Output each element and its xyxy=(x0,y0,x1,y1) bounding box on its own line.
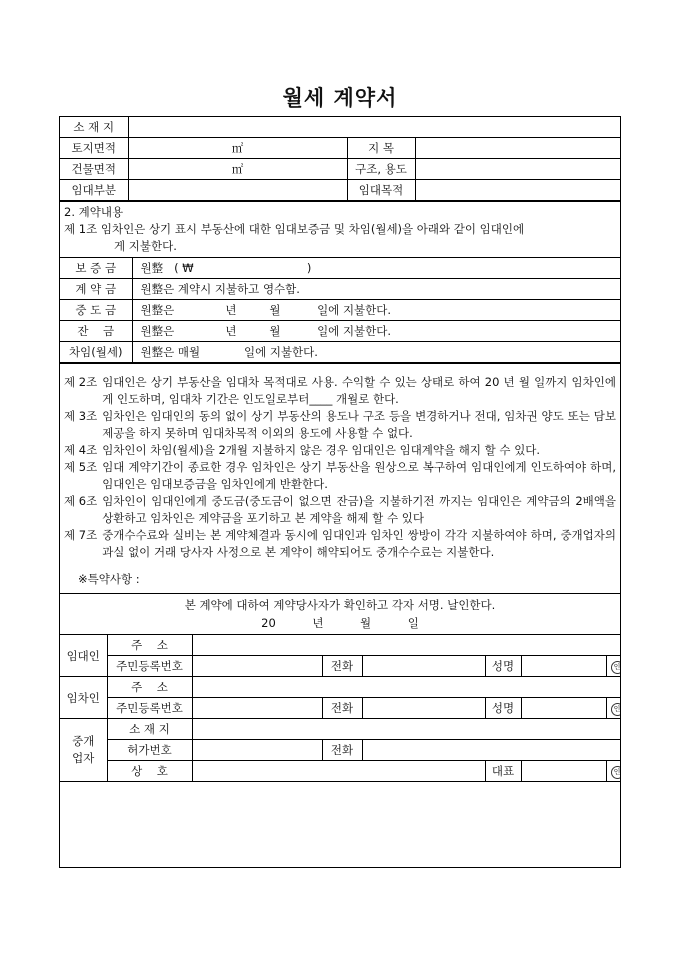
agent-rep-label: 대표 xyxy=(485,761,521,782)
land-row xyxy=(60,138,620,159)
tenant-id-label: 주민등록번호 xyxy=(107,698,192,719)
confirmation-block xyxy=(60,593,620,634)
tenant-label: 임차인 xyxy=(60,677,107,719)
tenant-id-field[interactable] xyxy=(192,698,322,719)
signature-table xyxy=(60,634,620,782)
article-text: 임대 계약기간이 종료한 경우 임차인은 상기 부동산을 원상으로 복구하여 임대인에게 인도하여야 하며, 임대인은 임대보증금을 임차인에게 반환한다. xyxy=(102,460,616,491)
article-3 xyxy=(64,408,616,442)
payment-label: 잔 금 xyxy=(60,321,132,342)
contract-date: 20 년 월 일 xyxy=(261,616,419,630)
agent-trade-name-label: 상 호 xyxy=(107,761,192,782)
payment-value[interactable]: 원整 ( ₩ ) xyxy=(132,258,620,279)
article-text: 중개수수료와 실비는 본 계약체결과 동시에 임대인과 임차인 쌍방이 각각 지불하여야 하며, 중개업자의 과실 없이 거래 당사자 사정으로 본 계약이 해약되어도 중개수수료는 지불한다. xyxy=(102,528,616,559)
article-number: 제 4조 xyxy=(64,443,98,457)
payment-row xyxy=(60,342,620,363)
landlord-seal[interactable] xyxy=(606,656,620,677)
landlord-phone-field[interactable] xyxy=(362,656,485,677)
payment-value[interactable]: 원整은 매월 일에 지불한다. xyxy=(132,342,620,363)
payment-value[interactable]: 원整은 계약시 지불하고 영수함. xyxy=(132,279,620,300)
article-text: 임차인은 임대인의 동의 없이 상기 부동산의 용도나 구조 등을 변경하거나 전대, 임차권 양도 또는 담보제공을 하지 못하며 임대차목적 이외의 용도에 사용할 수 없다. xyxy=(102,409,616,440)
tenant-phone-field[interactable] xyxy=(362,698,485,719)
article-4 xyxy=(64,442,616,459)
lease-purpose-value[interactable] xyxy=(415,180,620,201)
payment-row xyxy=(60,279,620,300)
tenant-phone-label: 전화 xyxy=(322,698,362,719)
payment-value[interactable]: 원整은 년 월 일에 지불한다. xyxy=(132,321,620,342)
lease-purpose-label: 임대목적 xyxy=(347,180,415,201)
payment-table xyxy=(60,257,620,363)
payment-label: 차임(월세) xyxy=(60,342,132,363)
special-terms: ※특약사항 : xyxy=(78,572,140,586)
agent-location-label: 소 재 지 xyxy=(107,719,192,740)
tenant-name-label: 성명 xyxy=(485,698,521,719)
article-number: 제 2조 xyxy=(64,375,98,389)
location-label: 소 재 지 xyxy=(60,117,128,138)
location-value[interactable] xyxy=(128,117,620,138)
payment-label: 보 증 금 xyxy=(60,258,132,279)
agent-license-label: 허가번호 xyxy=(107,740,192,761)
article-1-text: 임차인은 상기 표시 부동산에 대한 임대보증금 및 차임(월세)을 아래와 같이 임대인에 xyxy=(100,222,525,236)
land-area-unit: ㎡ xyxy=(231,141,244,155)
confirmation-text: 본 계약에 대하여 계약당사자가 확인하고 각자 서명. 날인한다. xyxy=(184,598,496,612)
lease-row xyxy=(60,180,620,201)
payment-row xyxy=(60,321,620,342)
lease-part-label: 임대부분 xyxy=(60,180,128,201)
payment-value[interactable]: 원整은 년 월 일에 지불한다. xyxy=(132,300,620,321)
location-row xyxy=(60,117,620,138)
article-text: 임대인은 상기 부동산을 임대차 목적대로 사용. 수익할 수 있는 상태로 하여 20 년 월 일까지 임차인에게 인도하며, 임대차 기간은 인도일로부터____ 개월로 한다. xyxy=(102,375,616,406)
landlord-phone-label: 전화 xyxy=(322,656,362,677)
landlord-name-field[interactable] xyxy=(521,656,606,677)
terms-section xyxy=(60,363,620,561)
article-number: 제 6조 xyxy=(64,494,98,508)
contract-frame xyxy=(59,116,621,868)
agent-location-field[interactable] xyxy=(192,719,620,740)
building-row xyxy=(60,159,620,180)
contract-heading: 2. 계약내용 xyxy=(64,205,124,219)
article-2 xyxy=(64,374,616,408)
agent-trade-name-field[interactable] xyxy=(192,761,485,782)
article-1-continued: 게 지불한다. xyxy=(114,239,177,253)
land-category-label: 지 목 xyxy=(347,138,415,159)
payment-row xyxy=(60,258,620,279)
payment-row xyxy=(60,300,620,321)
tenant-name-field[interactable] xyxy=(521,698,606,719)
payment-label: 계 약 금 xyxy=(60,279,132,300)
structure-label: 구조, 용도 xyxy=(347,159,415,180)
article-text: 임차인이 차임(월세)을 2개월 지불하지 않은 경우 임대인은 임대계약을 해지 할 수 있다. xyxy=(102,443,541,457)
structure-value[interactable] xyxy=(415,159,620,180)
landlord-id-label: 주민등록번호 xyxy=(107,656,192,677)
article-text: 임차인이 임대인에게 중도금(중도금이 없으면 잔금)을 지불하기전 까지는 임대인은 계약금의 2배액을 상환하고 임차인은 계약금을 포기하고 본 계약을 해제 할 수 있다 xyxy=(102,494,616,525)
building-area-value[interactable] xyxy=(128,159,347,180)
landlord-name-label: 성명 xyxy=(485,656,521,677)
agent-label: 중개 업자 xyxy=(60,719,107,782)
agent-phone-label: 전화 xyxy=(322,740,362,761)
article-number: 제 3조 xyxy=(64,409,98,423)
contract-content xyxy=(60,201,620,255)
article-1 xyxy=(64,221,616,238)
agent-seal[interactable] xyxy=(606,761,620,782)
agent-license-field[interactable] xyxy=(192,740,322,761)
tenant-address-field[interactable] xyxy=(192,677,620,698)
document-title: 월세 계약서 xyxy=(282,86,398,110)
land-area-label: 토지면적 xyxy=(60,138,128,159)
building-area-unit: ㎡ xyxy=(231,162,244,176)
agent-rep-field[interactable] xyxy=(521,761,606,782)
seal-icon: 인 xyxy=(611,661,621,674)
article-number: 제 7조 xyxy=(64,528,98,542)
building-area-label: 건물면적 xyxy=(60,159,128,180)
article-6 xyxy=(64,493,616,527)
land-category-value[interactable] xyxy=(415,138,620,159)
property-table xyxy=(60,117,620,201)
article-5 xyxy=(64,459,616,493)
landlord-address-field[interactable] xyxy=(192,635,620,656)
article-number: 제 5조 xyxy=(64,460,98,474)
landlord-label: 임대인 xyxy=(60,635,107,677)
seal-icon: 인 xyxy=(611,766,621,779)
agent-phone-field[interactable] xyxy=(362,740,620,761)
land-area-value[interactable] xyxy=(128,138,347,159)
landlord-address-label: 주 소 xyxy=(107,635,192,656)
lease-part-value[interactable] xyxy=(128,180,347,201)
article-1-number: 제 1조 xyxy=(64,222,98,236)
tenant-seal[interactable] xyxy=(606,698,620,719)
article-7 xyxy=(64,527,616,561)
seal-icon: 인 xyxy=(611,703,621,716)
payment-label: 중 도 금 xyxy=(60,300,132,321)
landlord-id-field[interactable] xyxy=(192,656,322,677)
tenant-address-label: 주 소 xyxy=(107,677,192,698)
